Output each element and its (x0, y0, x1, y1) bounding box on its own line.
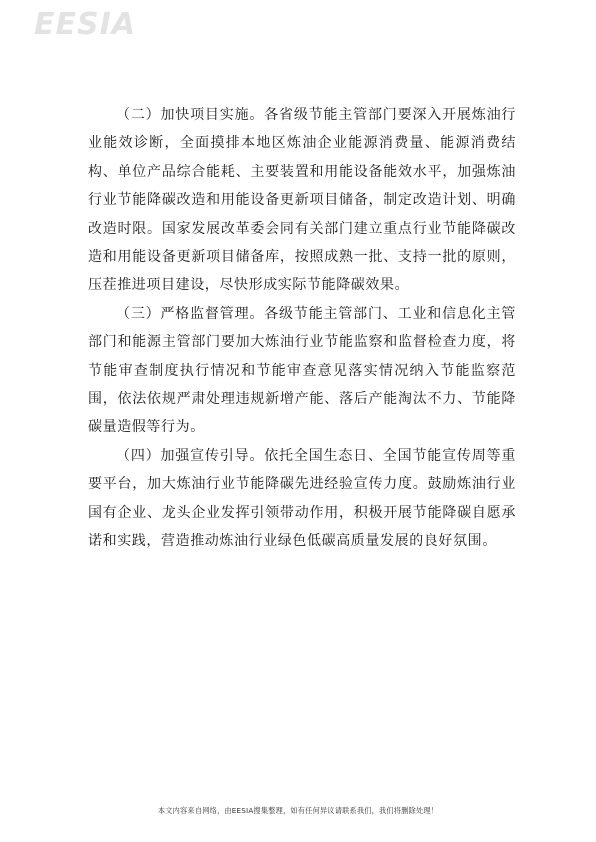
document-body (88, 101, 516, 556)
eesia-logo: EESIA (34, 7, 136, 42)
paragraph-strict-supervision: （三）严格监督管理。各级节能主管部门、工业和信息化主管部门和能源主管部门要加大炼油行业节能监察和监督检查力度，将节能审查制度执行情况和节能审查意见落实情况纳入节能监察范围，依法依规严肃处理违规新增产能、落后产能淘汰不力、节能降碳量造假等行为。 (88, 305, 516, 436)
page-footer-disclaimer: 本文内容来自网络，由EESIA搜集整理，如有任何异议请联系我们，我们将删除处理！ (157, 806, 439, 815)
paragraph-publicity-guidance: （四）加强宣传引导。依托全国生态日、全国节能宣传周等重要平台，加大炼油行业节能降碳先进经验宣传力度。鼓励炼油行业国有企业、龙头企业发挥引领带动作用，积极开展节能降碳自愿承诺和实践，营造推动炼油行业绿色低碳高质量发展的良好氛围。 (88, 447, 516, 550)
paragraph-accelerate-projects: （二）加快项目实施。各省级节能主管部门要深入开展炼油行业能效诊断，全面摸排本地区炼油企业能源消费量、能源消费结构、单位产品综合能耗、主要装置和用能设备能效水平，加强炼油行业节能降碳改造和用能设备更新项目储备，制定改造计划、明确改造时限。国家发展改革委会同有关部门建立重点行业节能降碳改造和用能设备更新项目储备库，按照成熟一批、支持一批的原则，压茬推进项目建设，尽快形成实际节能降碳效果。 (88, 107, 516, 294)
